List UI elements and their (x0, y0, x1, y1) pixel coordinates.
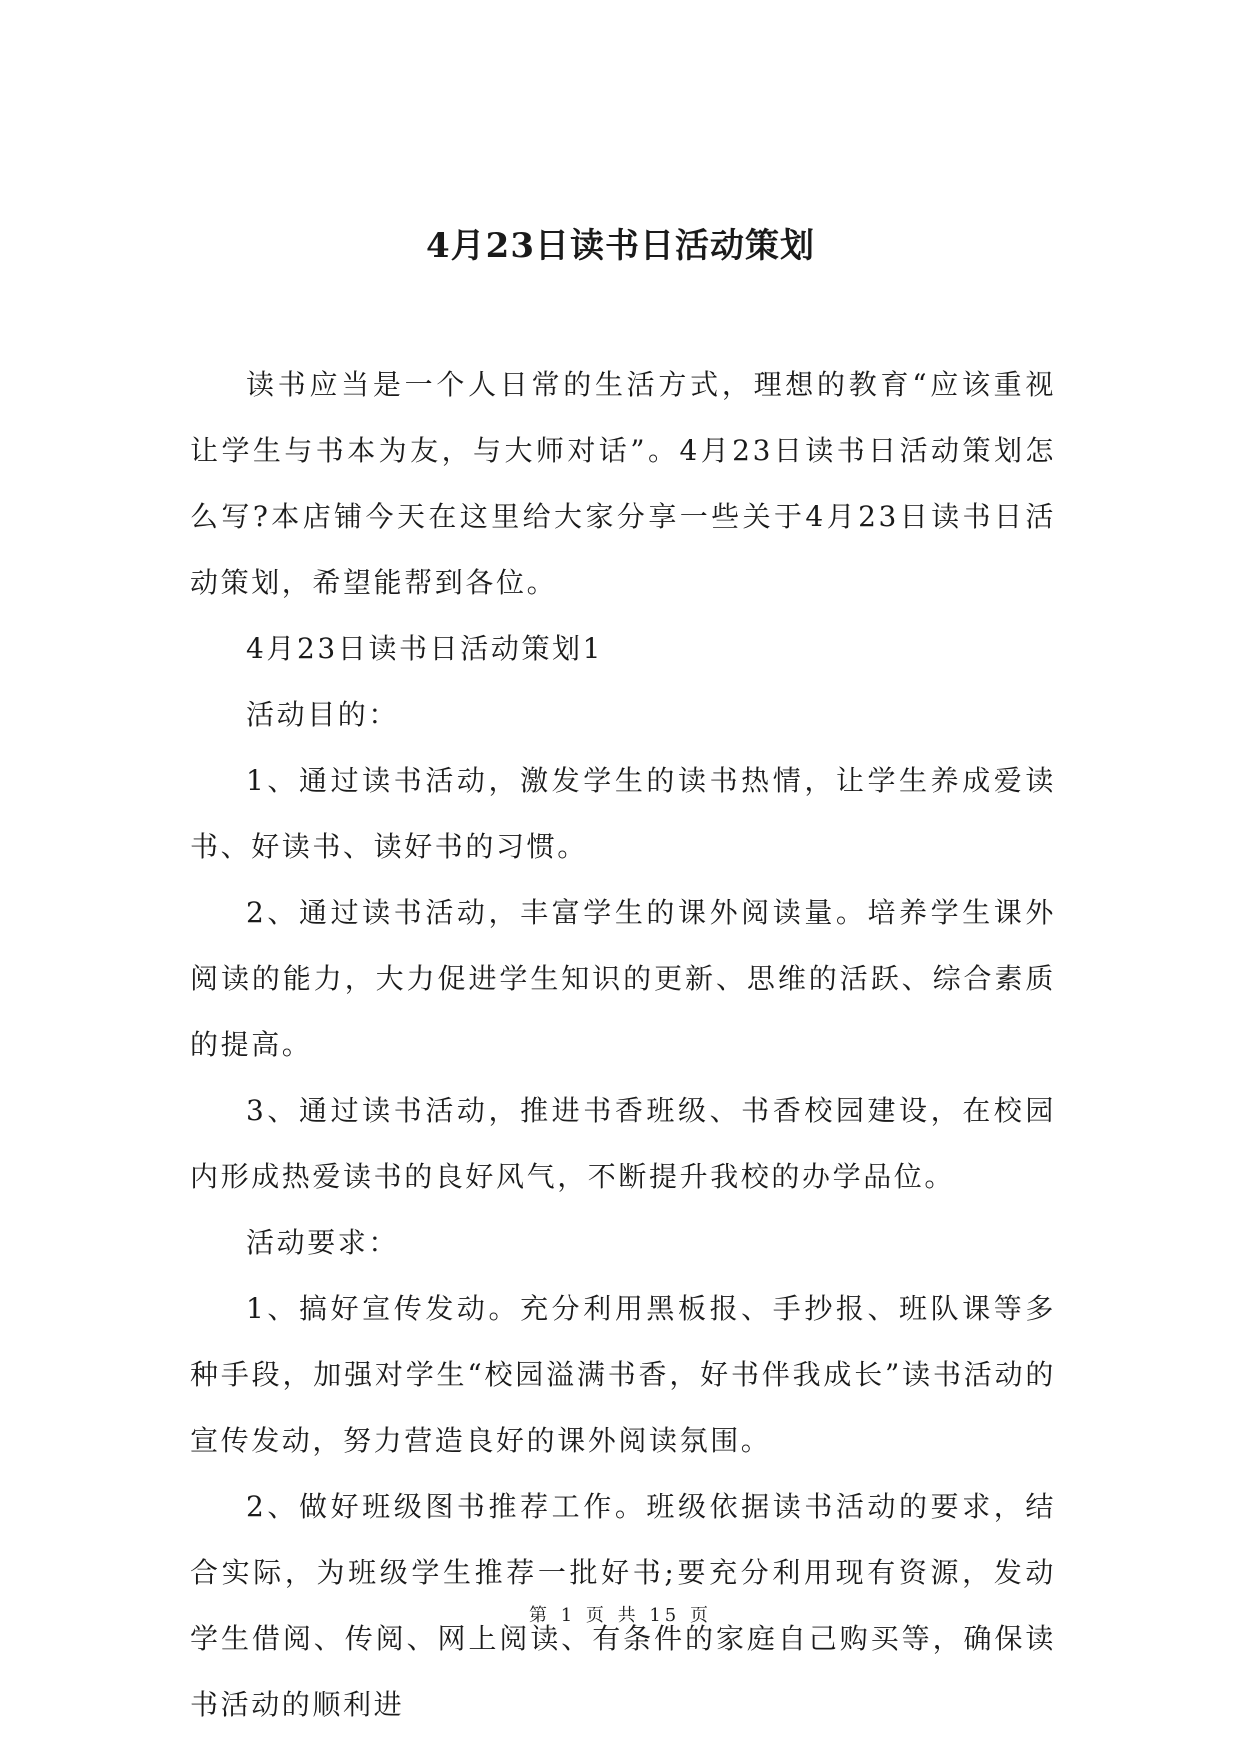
paragraph-intro: 读书应当是一个人日常的生活方式，理想的教育“应该重视让学生与书本为友，与大师对话”。4月23日读书日活动策划怎么写?本店铺今天在这里给大家分享一些关于4月23日读书日活动策划，希望能帮到各位。 (190, 368, 1056, 599)
paragraph-purpose-2: 2、通过读书活动，丰富学生的课外阅读量。培养学生课外阅读的能力，大力促进学生知识的更新、思维的活跃、综合素质的提高。 (190, 896, 1056, 1061)
paragraph-requirement-1: 1、搞好宣传发动。充分利用黑板报、手抄报、班队课等多种手段，加强对学生“校园溢满书香，好书伴我成长”读书活动的宣传发动，努力营造良好的课外阅读氛围。 (190, 1292, 1056, 1457)
section-heading-purpose: 活动目的： (246, 698, 400, 731)
section-heading-requirements: 活动要求： (246, 1226, 400, 1259)
paragraph-requirement-2: 2、做好班级图书推荐工作。班级依据读书活动的要求，结合实际，为班级学生推荐一批好书;要充分利用现有资源，发动学生借阅、传阅、网上阅读、有条件的家庭自己购买等，确保读书活动的顺利进 (190, 1490, 1056, 1721)
paragraph-purpose-3: 3、通过读书活动，推进书香班级、书香校园建设，在校园内形成热爱读书的良好风气，不断提升我校的办学品位。 (190, 1094, 1056, 1193)
section-heading-plan-1: 4月23日读书日活动策划1 (246, 632, 604, 665)
document-title: 4月23日读书日活动策划 (426, 226, 815, 266)
page-footer: 第 1 页 共 15 页 (529, 1605, 712, 1626)
paragraph-purpose-1: 1、通过读书活动，激发学生的读书热情，让学生养成爱读书、好读书、读好书的习惯。 (190, 764, 1056, 863)
document-body (190, 352, 1056, 1738)
